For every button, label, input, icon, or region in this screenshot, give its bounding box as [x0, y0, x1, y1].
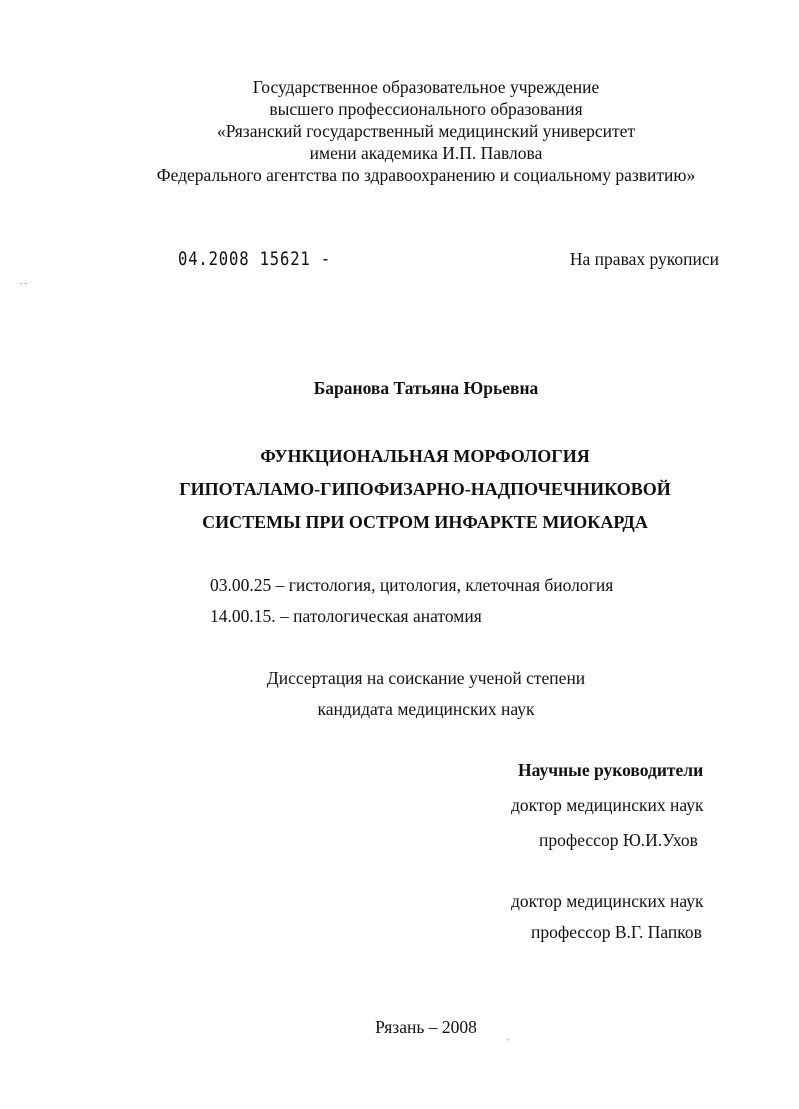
degree-statement: [0, 663, 799, 725]
author-name: Баранова Татьяна Юрьевна: [313, 378, 539, 398]
title-line: ГИПОТАЛАМО-ГИПОФИЗАРНО-НАДПОЧЕЧНИКОВОЙ: [179, 479, 671, 499]
institution-line: имени академика И.П. Павлова: [309, 143, 543, 163]
institution-line: высшего профессионального образования: [269, 99, 583, 119]
degree-line: кандидата медицинских наук: [317, 699, 535, 719]
institution-line: Федерального агентства по здравоохранению и социальному развитию»: [156, 165, 696, 185]
thesis-title: [0, 440, 799, 539]
specialty-codes: [210, 570, 613, 632]
supervisor-degree: доктор медицинских наук: [511, 891, 704, 911]
specialty-line: 14.00.15. – патологическая анатомия: [210, 606, 482, 626]
degree-line: Диссертация на соискание ученой степени: [266, 668, 586, 688]
specialty-line: 03.00.25 – гистология, цитология, клеточная биология: [210, 575, 614, 595]
manuscript-note: На правах рукописи: [569, 249, 719, 269]
institution-header: [0, 76, 799, 186]
supervisor-name: профессор В.Г. Папков: [531, 922, 702, 942]
institution-line: «Рязанский государственный медицинский университет: [216, 121, 636, 141]
supervisor-degree: доктор медицинских наук: [511, 795, 704, 815]
scan-artifact: . .: [20, 276, 27, 286]
title-line: СИСТЕМЫ ПРИ ОСТРОМ ИНФАРКТЕ МИОКАРДА: [202, 512, 648, 532]
scan-artifact: ˚: [507, 1038, 510, 1047]
title-line: ФУНКЦИОНАЛЬНАЯ МОРФОЛОГИЯ: [260, 446, 590, 466]
city-year: Рязань – 2008: [375, 1017, 477, 1037]
supervisor-name: профессор Ю.И.Ухов: [539, 830, 698, 850]
institution-line: Государственное образовательное учреждение: [252, 77, 600, 97]
supervisors-heading: Научные руководители: [518, 760, 704, 780]
registry-stamp: 04.2008 15621 -: [178, 248, 332, 270]
